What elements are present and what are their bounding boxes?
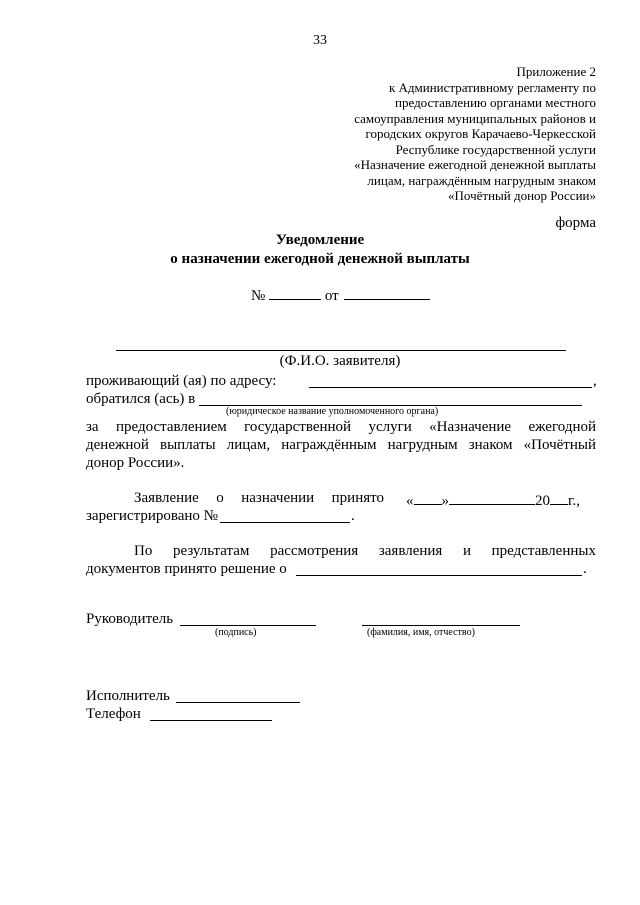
address-label: проживающий (ая) по адресу: (86, 373, 277, 389)
appendix-line: «Почётный донор России» (448, 188, 596, 203)
full-name-caption: (фамилия, имя, отчество) (367, 627, 475, 638)
word: знаком (468, 437, 513, 453)
appendix-line: Приложение 2 (516, 64, 596, 79)
phone-label: Телефон (86, 706, 141, 722)
appendix-line: лицам, награждённым нагрудным знаком (367, 172, 596, 188)
appendix-header (296, 64, 596, 204)
word: за (86, 419, 99, 435)
number-field[interactable] (269, 285, 321, 300)
word: денежной (86, 437, 149, 453)
number-row (251, 285, 430, 305)
executor-label: Исполнитель (86, 688, 170, 704)
service-text-line1 (86, 419, 596, 436)
word: нагрудным (387, 437, 458, 453)
registered-label: зарегистрировано № (86, 508, 218, 524)
appendix-line: Республике государственной услуги (395, 141, 596, 157)
year-prefix: 20 (535, 493, 550, 509)
decision-end: . (583, 561, 587, 577)
date-field[interactable] (344, 285, 430, 300)
fio-caption: (Ф.И.О. заявителя) (279, 353, 401, 369)
registered-end: . (351, 508, 355, 524)
appendix-line: к Административному регламенту по (388, 79, 596, 95)
appendix-line: «Назначение ежегодной денежной выплаты (354, 157, 596, 172)
decision-field[interactable] (296, 575, 582, 576)
decision-label: документов принято решение о (86, 561, 287, 577)
document-title: Уведомление (275, 232, 365, 248)
decision-line1 (134, 543, 596, 560)
registration-number-field[interactable] (220, 522, 350, 523)
signature-field[interactable] (180, 625, 316, 626)
phone-field[interactable] (150, 720, 272, 721)
head-label: Руководитель (86, 611, 174, 627)
word: Заявление (134, 490, 199, 506)
word: рассмотрения (270, 543, 359, 559)
word: «Назначение (429, 419, 512, 435)
word: представленных (491, 543, 596, 559)
from-label: от (324, 288, 339, 304)
number-sign: № (251, 288, 266, 304)
year-suffix: г., (568, 493, 580, 509)
word: государственной (244, 419, 352, 435)
fio-field[interactable] (116, 350, 566, 351)
word: услуги (368, 419, 412, 435)
word: лицам, (226, 437, 271, 453)
word: ежегодной (528, 419, 596, 435)
month-field[interactable] (449, 490, 535, 505)
word: «Почётный (523, 437, 596, 453)
word: назначении (241, 490, 315, 506)
word: По (134, 543, 153, 559)
service-text-line3: донор России». (86, 455, 185, 471)
document-subtitle: о назначении ежегодной денежной выплаты (170, 251, 470, 267)
word: предоставлением (115, 419, 227, 435)
signature-caption: (подпись) (215, 627, 257, 638)
application-line1 (134, 490, 384, 507)
quote-open: « (406, 493, 414, 509)
word: заявления (378, 543, 443, 559)
appendix-line: предоставлению органами местного (395, 95, 596, 110)
applied-label: обратился (ась) в (86, 391, 196, 407)
word: выплаты (160, 437, 216, 453)
service-text-line2 (86, 437, 596, 454)
word: результатам (172, 543, 250, 559)
application-date (406, 490, 580, 510)
executor-field[interactable] (176, 702, 300, 703)
address-field[interactable] (309, 387, 592, 388)
page-number: 33 (313, 33, 327, 48)
word: о (216, 490, 224, 506)
year-field[interactable] (550, 490, 568, 505)
address-comma: , (593, 373, 597, 389)
quote-close: » (441, 493, 449, 509)
full-name-field[interactable] (362, 625, 520, 626)
word: награждённым (281, 437, 377, 453)
word: и (462, 543, 471, 559)
appendix-line: городских округов Карачаево-Черкесской (365, 126, 596, 141)
day-field[interactable] (414, 490, 442, 505)
form-label: форма (555, 215, 596, 231)
word: принято (331, 490, 384, 506)
appendix-line: самоуправления муниципальных районов и (354, 110, 596, 126)
organization-caption: (юридическое название уполномоченного органа) (226, 406, 439, 417)
